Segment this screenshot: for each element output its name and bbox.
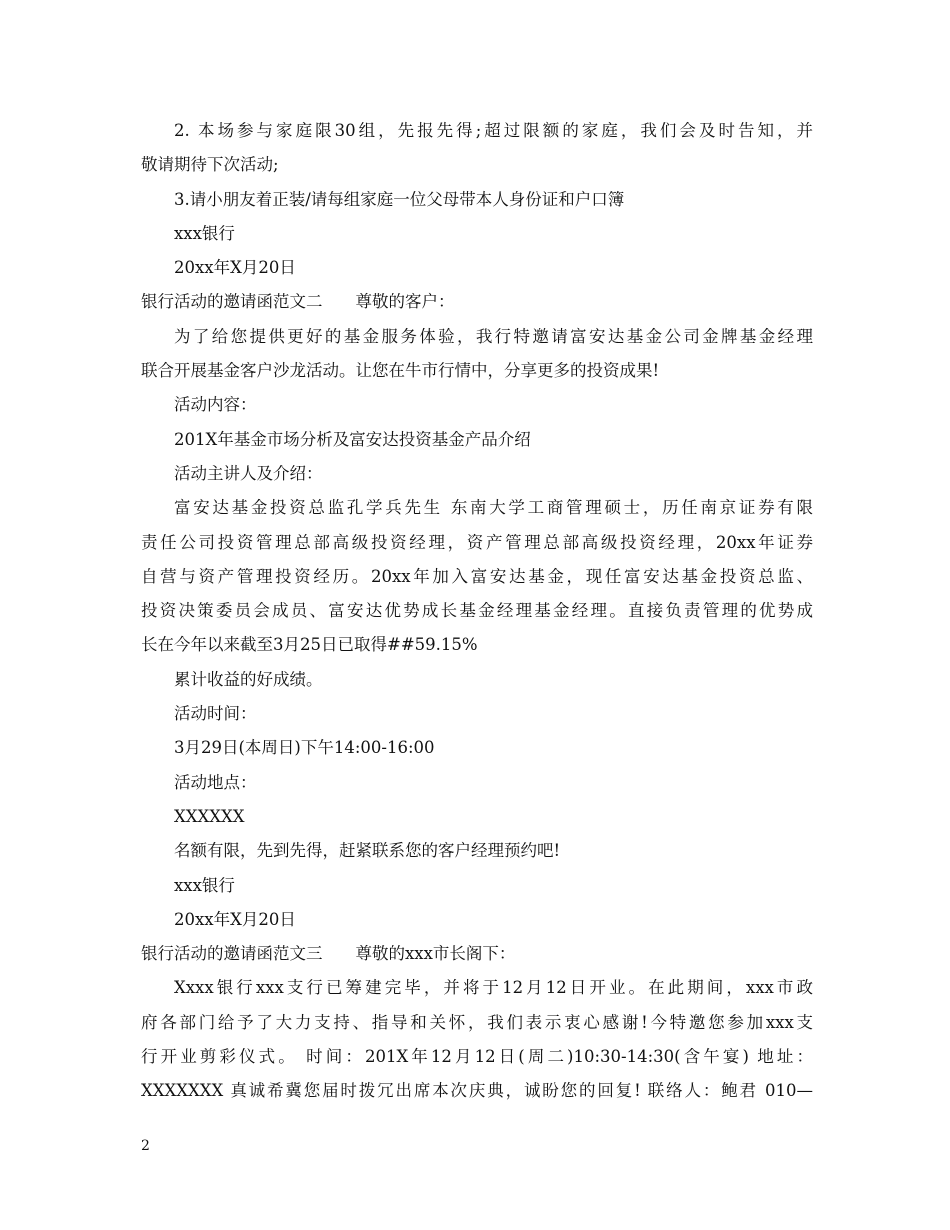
signature-date: 20xx年X月20日 xyxy=(174,258,296,278)
speaker-bio-line: 富安达基金投资总监孔学兵先生 东南大学工商管理硕士，历任南京证券有限 xyxy=(174,498,813,518)
activity-location-label: 活动地点： xyxy=(174,772,257,792)
document-body xyxy=(141,114,813,1109)
rule-item-2-line-2: 敬请期待下次活动; xyxy=(141,155,279,175)
speaker-bio-line: 自营与资产管理投资经历。20xx年加入富安达基金，现任富安达基金投资总监、 xyxy=(141,566,813,586)
signature-date: 20xx年X月20日 xyxy=(174,909,296,929)
speaker-bio-line: 累计收益的好成绩。 xyxy=(174,669,323,689)
rule-item-2-line-1: 2. 本场参与家庭限30组，先报先得;超过限额的家庭，我们会及时告知，并 xyxy=(174,121,813,140)
section-heading-two: 银行活动的邀请函范文二 尊敬的客户： xyxy=(141,292,455,312)
limited-slots-note: 名额有限，先到先得，赶紧联系您的客户经理预约吧! xyxy=(174,841,561,861)
signature-bank: xxx银行 xyxy=(174,223,235,243)
speaker-bio-line: 长在今年以来截至3月25日已取得##59.15% xyxy=(141,635,478,655)
activity-content-label: 活动内容： xyxy=(174,395,257,415)
activity-location-value: XXXXXX xyxy=(174,806,245,826)
rule-item-3: 3.请小朋友着正装/请每组家庭一位父母带本人身份证和户口簿 xyxy=(174,189,625,209)
paragraph-line: Xxxx银行xxx支行已筹建完毕，并将于12月12日开业。在此期间，xxx市政 xyxy=(174,978,813,998)
activity-content-value: 201X年基金市场分析及富安达投资基金产品介绍 xyxy=(174,429,531,449)
speaker-bio-line: 投资决策委员会成员、富安达优势成长基金经理基金经理。直接负责管理的优势成 xyxy=(141,601,813,621)
paragraph-line: 联合开展基金客户沙龙活动。让您在牛市行情中，分享更多的投资成果! xyxy=(141,361,660,381)
paragraph-line: 为了给您提供更好的基金服务体验，我行特邀请富安达基金公司金牌基金经理 xyxy=(174,326,813,346)
section-heading-three: 银行活动的邀请函范文三 尊敬的xxx市长阁下： xyxy=(141,944,516,964)
activity-time-value: 3月29日(本周日)下午14:00-16:00 xyxy=(174,738,435,758)
signature-bank: xxx银行 xyxy=(174,875,235,895)
paragraph-line: XXXXXXX 真诚希冀您届时拨冗出席本次庆典，诚盼您的回复! 联络人：鲍君 010— xyxy=(141,1081,813,1101)
paragraph-line: 府各部门给予了大力支持、指导和关怀，我们表示衷心感谢!今特邀您参加xxx支 xyxy=(141,1012,813,1032)
activity-time-label: 活动时间： xyxy=(174,704,257,724)
page-number: 2 xyxy=(141,1138,150,1154)
paragraph-line: 行开业剪彩仪式。 时间：201X年12月12日(周二)10:30-14:30(含午宴) 地址： xyxy=(141,1047,813,1067)
speaker-label: 活动主讲人及介绍： xyxy=(174,463,323,483)
speaker-bio-line: 责任公司投资管理总部高级投资经理，资产管理总部高级投资经理，20xx年证券 xyxy=(141,532,813,552)
